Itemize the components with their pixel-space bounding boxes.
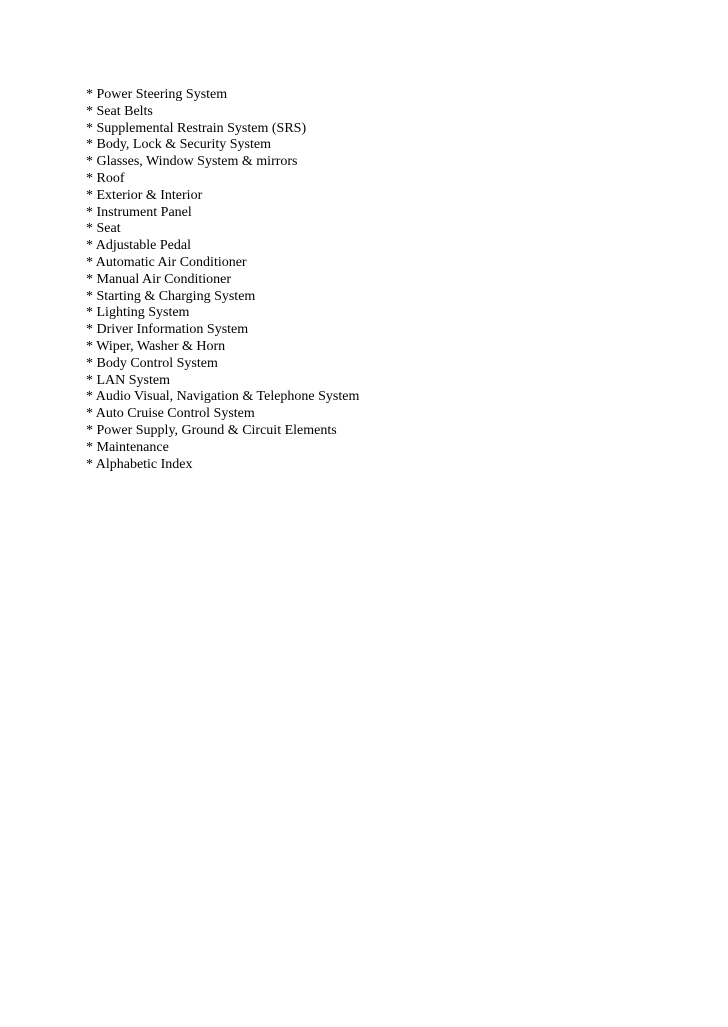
list-item: * Roof	[86, 170, 125, 186]
list-item: * Seat Belts	[86, 103, 153, 119]
list-item: * Automatic Air Conditioner	[86, 254, 247, 270]
list-item: * Lighting System	[86, 305, 190, 321]
list-item: * Starting & Charging System	[86, 288, 256, 304]
list-item: * Power Steering System	[86, 87, 228, 102]
section-list	[86, 87, 359, 473]
list-item: * Glasses, Window System & mirrors	[86, 154, 298, 170]
list-item: * Driver Information System	[86, 322, 249, 338]
list-item: * Power Supply, Ground & Circuit Elements	[86, 422, 337, 438]
list-item: * Auto Cruise Control System	[86, 406, 255, 422]
list-item: * Alphabetic Index	[86, 456, 193, 472]
list-item: * Body, Lock & Security System	[86, 137, 271, 153]
list-item: * Manual Air Conditioner	[86, 271, 232, 287]
list-item: * Maintenance	[86, 439, 169, 455]
list-item: * LAN System	[86, 372, 170, 388]
list-item: * Wiper, Washer & Horn	[86, 338, 226, 354]
list-item: * Exterior & Interior	[86, 187, 203, 203]
list-item: * Seat	[86, 221, 121, 237]
list-item: * Supplemental Restrain System (SRS)	[86, 120, 307, 136]
list-item: * Instrument Panel	[86, 204, 192, 220]
list-item: * Audio Visual, Navigation & Telephone System	[86, 389, 360, 405]
list-item: * Adjustable Pedal	[86, 238, 191, 254]
list-item: * Body Control System	[86, 355, 218, 371]
